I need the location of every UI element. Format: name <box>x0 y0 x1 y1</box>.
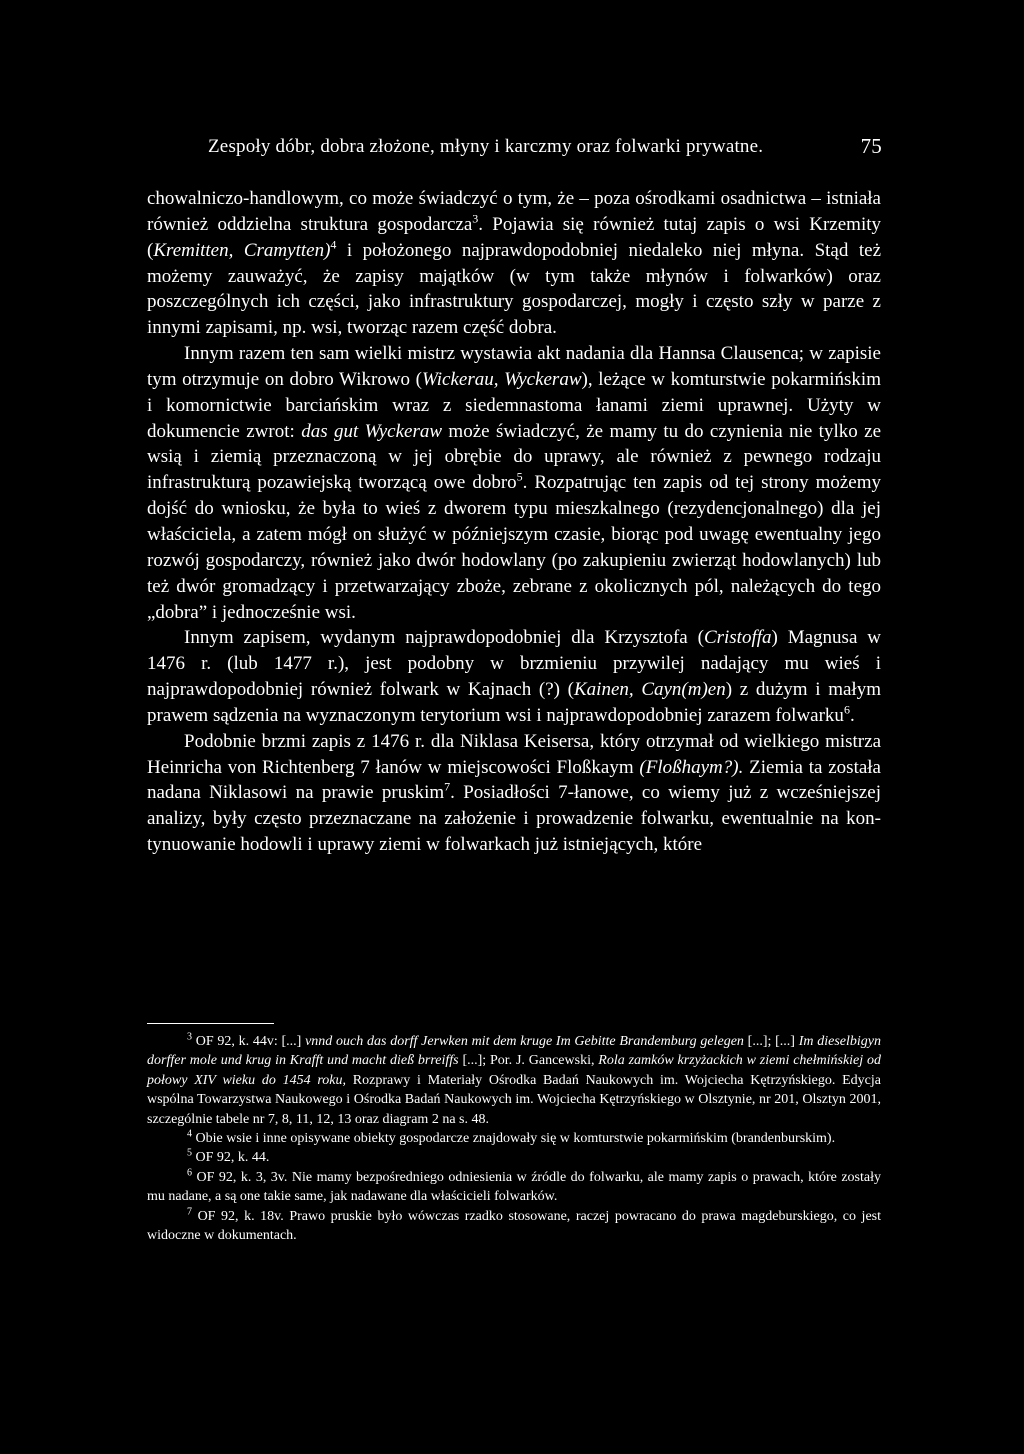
paragraph-1 <box>147 186 881 341</box>
text-run: ) Magnusa w 1476 r. (lub 1477 r.), jest podobny w brzmieniu przywilej nadający mu wieś i najprawdopodobniej również folwark w Kajnach (?) ( <box>147 627 881 701</box>
text-run: ), leżące w komturstwie pokarmińskim i komornictwie barciańskim wraz z siedemnastoma łanami ziemi uprawnej. Użyty w dokumencie zwrot: <box>147 368 881 442</box>
text-run: OF 92, k. 18v. Prawo pruskie było wówczas rzadko stosowane, raczej powracano do prawa magdeburskiego, co jest widoczne w dokumentach. <box>147 1208 881 1244</box>
text-run: ) z dużym i małym prawem sądzenia na wyznaczonym terytorium wsi i najprawdopodobniej zarazem folwarku <box>147 679 881 726</box>
italic-run: Wickerau, Wyckeraw <box>422 368 582 390</box>
text-run: . <box>849 704 855 726</box>
text-run: Obie wsie i inne opisywane obiekty gospodarcze znajdowały się w komturstwie pokarmińskim (brandenburskim). <box>192 1131 836 1147</box>
footnote-7 <box>147 1207 881 1246</box>
footnote-number: 4 <box>187 1128 192 1140</box>
footnote-separator <box>147 1023 274 1024</box>
text-run: Ziemia ta została nadana Niklasowi na prawie pruskim <box>147 756 881 804</box>
footnote-number: 7 <box>187 1206 192 1217</box>
text-run: [...]; Por. J. Gancewski, <box>458 1053 599 1069</box>
paragraph-3 <box>147 625 881 728</box>
text-run: Rozprawy i Materiały Ośrodka Badań Naukowych im. Wojciecha Kętrzyńskiego. Edycja wspólna Towarzystwa Naukowego i Ośrodka Badań Naukowych im. Wojciecha Kętrzyńskiego w Olsztynie, nr 201, Olsztyn 2001, szczególnie tabele nr 7, 8, 11, 12, 13 oraz diagram 2 na s. 48. <box>147 1072 881 1127</box>
text-run: chowalniczo-handlowym, co może świadczyć o tym, że – poza ośrodkami osadnictwa – istniała również oddzielna struktura gospodarcza <box>147 188 881 235</box>
running-title: Zespoły dóbr, dobra złożone, młyny i karczmy oraz folwarki prywatne. <box>208 136 764 157</box>
footnote-number: 5 <box>187 1147 192 1159</box>
italic-run: Cristoffa <box>703 627 772 649</box>
italic-run: vnnd ouch das dorff Jerwken mit dem kruge Im Gebitte Brandemburg gelegen <box>305 1034 744 1049</box>
paragraph-4 <box>147 729 881 858</box>
italic-run: (Floßhaym?). <box>639 756 744 778</box>
italic-run: Kremitten, Cramytten) <box>153 239 331 261</box>
footnote-6 <box>147 1168 881 1207</box>
italic-run: Kainen, Cayn(m)en <box>574 679 726 701</box>
text-run: Innym zapisem, wydanym najprawdopodobniej dla Krzysztofa ( <box>184 627 704 649</box>
text-run: [...]; [...] <box>743 1034 799 1049</box>
body-text <box>147 186 881 858</box>
text-run: i położonego najprawdopodobniej niedaleko niej młyna. Stąd też możemy zauważyć, że zapisy majątków (w tym także młynów i folwarków) oraz poszczególnych ich części, jako infrastruktury gospodarczej, mogły i często szły w parze z innymi zapisami, np. wsi, tworząc razem część dobra. <box>147 239 881 339</box>
text-run: . Pojawia się również tutaj zapis o wsi Krzemity ( <box>147 213 882 261</box>
text-run: . Rozpatrując ten zapis od tej strony możemy dojść do wniosku, że była to wieś z dworem typu mieszkalnego (rezydencjonalnego) dla jej właściciela, a zatem mógł on służyć w późniejszym czasie, biorąc pod uwagę ewentualny jego rozwój gospodarczy, również jako dwór hodowlany (po zakupieniu zwierząt hodowlanych) lub też dwór gromadzący i przetwarzający zboże, zebrane z okolicznych pól, należących do tego „dobra” i jednocześnie wsi. <box>147 472 881 623</box>
footnote-ref-4: 4 <box>330 237 337 252</box>
footnote-5 <box>147 1148 881 1167</box>
footnote-ref-6: 6 <box>843 702 850 717</box>
text-run: Innym razem ten sam wielki mistrz wystawia akt nadania dla Hannsa Clausenca; w zapisie tym otrzymuje on dobro Wikrowo ( <box>147 343 881 390</box>
footnote-ref-5: 5 <box>516 469 523 484</box>
text-run: Podobnie brzmi zapis z 1476 r. dla Niklasa Keisersa, który otrzymał od wielkiego mistrza Heinricha von Richtenberg 7 łanów w miejscowości Floßkaym <box>147 730 881 778</box>
footnote-4 <box>147 1129 881 1148</box>
paragraph-2 <box>147 341 881 625</box>
footnotes <box>147 1032 881 1245</box>
text-run: OF 92, k. 3, 3v. Nie mamy bezpośredniego odniesienia w źródle do folwarku, ale mamy zapis o prawach, które zostały mu nadane, a są one takie same, jak nadawane dla właścicieli folwarków. <box>147 1169 881 1205</box>
italic-run: Rola zamków krzyżackich w ziemi chełmińskiej od połowy XIV wieku do 1454 roku, <box>147 1053 881 1088</box>
italic-run: Im dieselbigyn dorffer mole und krug in Krafft und macht dieß brreiffs <box>147 1034 881 1069</box>
running-header <box>208 136 882 158</box>
text-run: OF 92, k. 44v: [...] <box>192 1034 306 1049</box>
footnote-ref-7: 7 <box>444 780 451 795</box>
text-run: . Posiadłości 7-łanowe, co wiemy już z wcześniejszej analizy, były często przeznaczane na założenie i prowadzenie folwarku, ewentualnie na kontynuowanie hodowli i uprawy ziemi w folwarkach już istniejących, które <box>147 782 881 856</box>
footnote-ref-3: 3 <box>472 211 479 226</box>
page-number: 75 <box>860 134 882 158</box>
italic-run: das gut Wyckeraw <box>301 420 443 442</box>
text-run: może świadczyć, że mamy tu do czynienia nie tylko ze wsią i ziemią przeznaczoną w jej obrębie do uprawy, ale również z pewnego rodzaju infrastrukturą pozawiejską tworzącą owe dobro <box>147 420 881 494</box>
footnote-number: 6 <box>187 1167 192 1179</box>
footnote-3 <box>147 1032 881 1129</box>
footnote-number: 3 <box>187 1031 192 1043</box>
text-run: OF 92, k. 44. <box>192 1150 270 1166</box>
